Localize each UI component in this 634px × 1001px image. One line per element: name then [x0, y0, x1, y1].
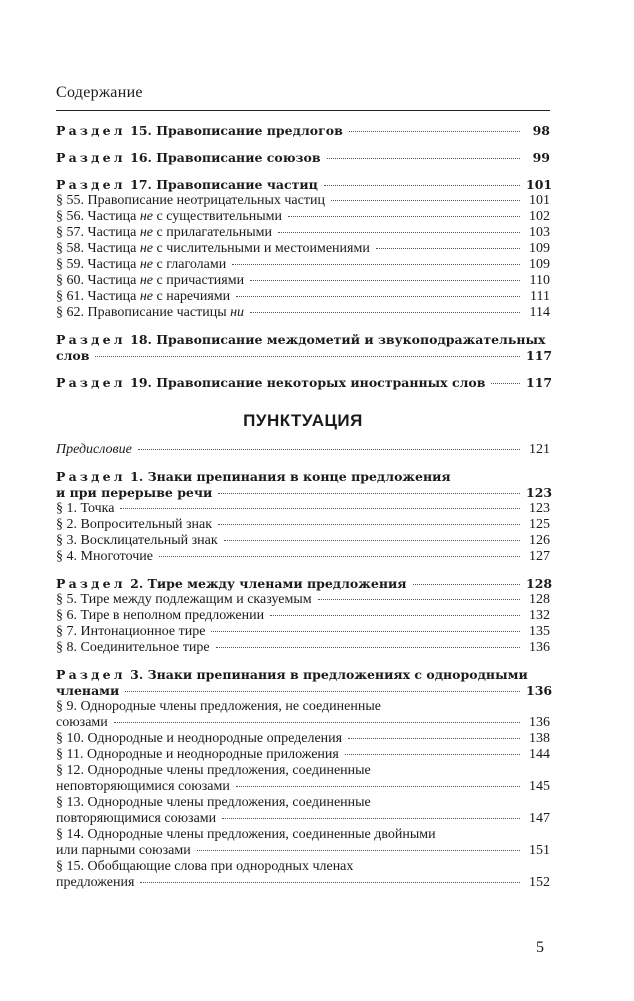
- dot-leader: [216, 647, 520, 648]
- toc-line: [56, 640, 550, 656]
- page-ref: 123: [526, 485, 553, 500]
- entry-title: [56, 533, 218, 549]
- toc-line: [56, 576, 553, 592]
- toc-entry: [56, 177, 553, 193]
- dot-leader: [218, 524, 520, 525]
- subsection-title: § 15. Обобщающие слова при однородных членах: [56, 859, 354, 874]
- subsection-title: § 61. Частица: [56, 289, 140, 304]
- entry-title: [56, 875, 134, 891]
- dot-leader: [236, 296, 520, 297]
- toc-line: [56, 747, 550, 763]
- section-title: Правописание частиц: [156, 177, 318, 192]
- subsection-title: § 12. Однородные члены предложения, соединенные: [56, 763, 371, 778]
- entry-title: [56, 305, 244, 321]
- toc-entry: [56, 549, 550, 565]
- dot-leader: [218, 493, 520, 494]
- dot-leader: [331, 200, 520, 201]
- toc-entry: [56, 273, 550, 289]
- toc-line: [56, 592, 550, 608]
- section-label: Раздел: [56, 469, 126, 484]
- section-label: Раздел: [56, 150, 126, 165]
- toc-line: [56, 442, 550, 458]
- toc-line: [56, 608, 550, 624]
- toc-line: [56, 193, 550, 209]
- toc-line: [56, 469, 550, 485]
- toc-line: [56, 150, 550, 166]
- entry-title: [56, 501, 114, 517]
- page-ref: 138: [529, 731, 550, 746]
- toc-entry: [56, 624, 550, 640]
- toc-entry: [56, 332, 553, 364]
- subsection-title-rest: с глаголами: [153, 257, 227, 272]
- page-ref: 144: [529, 747, 550, 762]
- section-label: Раздел: [56, 123, 126, 138]
- page-ref: 103: [529, 225, 550, 240]
- page-ref: 128: [529, 592, 550, 607]
- running-header: Содержание: [56, 84, 143, 101]
- subsection-title: § 11. Однородные и неоднородные приложения: [56, 747, 339, 762]
- subsection-title: § 1. Точка: [56, 501, 115, 516]
- toc-line: [56, 375, 553, 391]
- toc-entry: [56, 533, 550, 549]
- part-heading: ПУНКТУАЦИЯ: [243, 411, 363, 430]
- page-ref: 136: [526, 683, 553, 698]
- toc-line: [56, 533, 550, 549]
- page-ref: 101: [526, 177, 553, 192]
- subsection-emphasis: не: [139, 225, 154, 240]
- toc-line: [56, 715, 550, 731]
- section-label: Раздел: [56, 332, 126, 347]
- dot-leader: [250, 280, 520, 281]
- toc-entry: [56, 289, 550, 305]
- page-ref: 145: [529, 779, 550, 794]
- subsection-emphasis: не: [139, 241, 154, 256]
- dot-leader: [318, 599, 520, 600]
- page-ref: 101: [529, 193, 550, 208]
- toc-entry: [56, 731, 550, 747]
- page-ref: 126: [529, 533, 550, 548]
- section-label: Раздел: [56, 667, 126, 682]
- section-title: Правописание союзов: [156, 150, 321, 165]
- toc-line: [56, 348, 553, 364]
- dot-leader: [138, 449, 520, 450]
- page-ref: 136: [529, 640, 550, 655]
- subsection-title: § 60. Частица: [56, 273, 140, 288]
- toc-entry: [56, 795, 550, 827]
- toc-entry: [56, 150, 550, 166]
- page-ref: 123: [529, 501, 550, 516]
- section-number: 1.: [130, 469, 144, 484]
- section-number: 2.: [130, 576, 144, 591]
- section-number: 16.: [130, 150, 152, 165]
- toc-line: [56, 731, 550, 747]
- subsection-title-rest: с причастиями: [153, 273, 245, 288]
- dot-leader: [376, 248, 520, 249]
- entry-title: [56, 209, 282, 225]
- dot-leader: [250, 312, 520, 313]
- toc-entry: [56, 375, 553, 391]
- toc-line: [56, 305, 550, 321]
- subsection-title: § 3. Восклицательный знак: [56, 533, 218, 548]
- subsection-title-rest: с прилагательными: [153, 225, 272, 240]
- section-number: 3.: [130, 667, 144, 682]
- entry-title: [56, 348, 89, 364]
- toc-entry: [56, 608, 550, 624]
- entry-title: [56, 608, 264, 624]
- header-rule: [56, 110, 550, 111]
- dot-leader: [120, 508, 520, 509]
- toc-line: [56, 123, 550, 139]
- page-ref: 121: [529, 442, 550, 457]
- toc-line: [56, 225, 550, 241]
- section-label: Раздел: [56, 576, 126, 591]
- subsection-emphasis: не: [139, 273, 154, 288]
- subsection-title-cont: неповторяющимися союзами: [56, 779, 230, 794]
- dot-leader: [159, 556, 520, 557]
- dot-leader: [236, 786, 520, 787]
- subsection-title: § 55. Правописание неотрицательных частиц: [56, 193, 325, 208]
- entry-title: [56, 375, 485, 391]
- toc-line: [56, 289, 550, 305]
- subsection-title-cont: предложения: [56, 875, 135, 890]
- subsection-title-rest: с наречиями: [153, 289, 231, 304]
- dot-leader: [349, 131, 520, 132]
- preface-title: Предисловие: [56, 442, 132, 457]
- entry-title: [56, 517, 212, 533]
- dot-leader: [140, 882, 520, 883]
- dot-leader: [95, 356, 520, 357]
- page-ref: 127: [529, 549, 550, 564]
- section-number: 15.: [130, 123, 152, 138]
- toc-entry: [56, 859, 550, 891]
- section-label: Раздел: [56, 177, 126, 192]
- toc-line: [56, 667, 550, 683]
- subsection-emphasis: не: [139, 289, 154, 304]
- toc-line: [56, 811, 550, 827]
- section-title: Правописание междометий и звукоподражательных: [156, 332, 546, 347]
- toc-line: [56, 209, 550, 225]
- toc-entry: [56, 305, 550, 321]
- subsection-title: § 59. Частица: [56, 257, 140, 272]
- dot-leader: [211, 631, 520, 632]
- subsection-title: § 56. Частица: [56, 209, 140, 224]
- toc-line: [56, 549, 550, 565]
- page-ref: 98: [532, 123, 550, 138]
- toc-line: [56, 517, 550, 533]
- page-ref: 114: [529, 305, 550, 320]
- toc-entry: [56, 193, 550, 209]
- dot-leader: [270, 615, 520, 616]
- subsection-title: § 2. Вопросительный знак: [56, 517, 213, 532]
- toc-entry: [56, 827, 550, 859]
- entry-title: [56, 811, 216, 827]
- subsection-title: § 8. Соединительное тире: [56, 640, 210, 655]
- entry-title: [56, 150, 321, 166]
- section-title: Знаки препинания в конце предложения: [147, 469, 451, 484]
- entry-title: [56, 177, 318, 193]
- toc-line: [56, 177, 553, 193]
- subsection-title: § 14. Однородные члены предложения, соединенные двойными: [56, 827, 436, 842]
- toc-entry: [56, 640, 550, 656]
- subsection-title-cont: союзами: [56, 715, 108, 730]
- page-ref: 117: [526, 348, 553, 363]
- toc-entry: [56, 517, 550, 533]
- toc-line: [56, 501, 550, 517]
- entry-title: [56, 683, 119, 699]
- dot-leader: [348, 738, 520, 739]
- toc-line: [56, 257, 550, 273]
- subsection-title-rest: с существительными: [153, 209, 282, 224]
- page-ref: 99: [532, 150, 550, 165]
- dot-leader: [327, 158, 520, 159]
- toc-entry: [56, 763, 550, 795]
- dot-leader: [413, 584, 521, 585]
- page-ref: 117: [526, 375, 553, 390]
- subsection-title: § 58. Частица: [56, 241, 140, 256]
- subsection-title: § 57. Частица: [56, 225, 140, 240]
- dot-leader: [491, 383, 520, 384]
- section-title: Тире между членами предложения: [147, 576, 407, 591]
- section-number: 18.: [130, 332, 152, 347]
- page-ref: 111: [530, 289, 550, 304]
- section-title-cont: членами: [56, 683, 120, 698]
- entry-title: [56, 624, 205, 640]
- entry-title: [56, 225, 272, 241]
- toc-entry: [56, 501, 550, 517]
- entry-title: [56, 442, 132, 458]
- section-title: Знаки препинания в предложениях с однородными: [147, 667, 528, 682]
- toc-entry: [56, 209, 550, 225]
- subsection-title: § 6. Тире в неполном предложении: [56, 608, 265, 623]
- entry-title: [56, 576, 407, 592]
- entry-title: [56, 731, 342, 747]
- entry-title: [56, 193, 325, 209]
- page-ref: 109: [529, 241, 550, 256]
- subsection-title: § 62. Правописание частицы: [56, 305, 231, 320]
- entry-title: [56, 640, 210, 656]
- toc-line: [56, 843, 550, 859]
- dot-leader: [197, 850, 520, 851]
- toc-entry: [56, 123, 550, 139]
- toc-line: [56, 779, 550, 795]
- toc-line: [56, 241, 550, 257]
- page-ref: 109: [529, 257, 550, 272]
- entry-title: [56, 289, 230, 305]
- toc-entry: [56, 241, 550, 257]
- section-title: Правописание предлогов: [156, 123, 343, 138]
- page-ref: 151: [529, 843, 550, 858]
- page-ref: 152: [529, 875, 550, 890]
- subsection-title: § 7. Интонационное тире: [56, 624, 206, 639]
- section-label: Раздел: [56, 375, 126, 390]
- dot-leader: [125, 691, 520, 692]
- toc-entry: [56, 667, 553, 699]
- section-title: Правописание некоторых иностранных слов: [156, 375, 486, 390]
- toc-line: [56, 875, 550, 891]
- toc-line: [56, 273, 550, 289]
- dot-leader: [222, 818, 520, 819]
- dot-leader: [278, 232, 520, 233]
- dot-leader: [232, 264, 520, 265]
- dot-leader: [345, 754, 520, 755]
- page-ref: 135: [529, 624, 550, 639]
- entry-title: [56, 123, 343, 139]
- subsection-title: § 4. Многоточие: [56, 549, 153, 564]
- subsection-title: § 9. Однородные члены предложения, не соединенные: [56, 699, 381, 714]
- entry-title: [56, 241, 370, 257]
- entry-title: [56, 273, 244, 289]
- page-ref: 102: [529, 209, 550, 224]
- section-title-cont: слов: [56, 348, 90, 363]
- section-number: 19.: [130, 375, 152, 390]
- page-ref: 128: [526, 576, 553, 591]
- toc-line: [56, 683, 553, 699]
- toc-entry: [56, 747, 550, 763]
- toc-entry: [56, 257, 550, 273]
- page-ref: 132: [529, 608, 550, 623]
- section-title-cont: и при перерыве речи: [56, 485, 213, 500]
- toc-line: [56, 485, 553, 501]
- subsection-title-rest: с числительными и местоимениями: [153, 241, 370, 256]
- entry-title: [56, 257, 226, 273]
- entry-title: [56, 715, 108, 731]
- page-ref: 136: [529, 715, 550, 730]
- toc-spelling: [56, 123, 553, 391]
- entry-title: [56, 843, 191, 859]
- toc-entry: [56, 469, 553, 501]
- dot-leader: [288, 216, 520, 217]
- subsection-title: § 5. Тире между подлежащим и сказуемым: [56, 592, 312, 607]
- section-number: 17.: [130, 177, 152, 192]
- entry-title: [56, 592, 312, 608]
- subsection-title: § 10. Однородные и неоднородные определения: [56, 731, 343, 746]
- dot-leader: [224, 540, 520, 541]
- entry-title: [56, 485, 212, 501]
- dot-leader: [324, 185, 520, 186]
- page-ref: 110: [529, 273, 550, 288]
- toc-punctuation: [56, 442, 553, 891]
- page-ref: 125: [529, 517, 550, 532]
- entry-title: [56, 747, 339, 763]
- entry-title: [56, 779, 230, 795]
- subsection-title-cont: или парными союзами: [56, 843, 191, 858]
- toc-line: [56, 332, 550, 348]
- dot-leader: [114, 722, 520, 723]
- toc-entry: [56, 699, 550, 731]
- subsection-title-cont: повторяющимися союзами: [56, 811, 217, 826]
- subsection-emphasis: не: [139, 209, 154, 224]
- page-number: 5: [536, 939, 544, 956]
- toc-entry: [56, 225, 550, 241]
- toc-entry: [56, 442, 550, 458]
- subsection-emphasis: не: [139, 257, 154, 272]
- toc-line: [56, 624, 550, 640]
- page-ref: 147: [529, 811, 550, 826]
- subsection-title: § 13. Однородные члены предложения, соединенные: [56, 795, 371, 810]
- entry-title: [56, 549, 153, 565]
- toc-entry: [56, 576, 553, 592]
- subsection-emphasis: ни: [230, 305, 245, 320]
- toc-entry: [56, 592, 550, 608]
